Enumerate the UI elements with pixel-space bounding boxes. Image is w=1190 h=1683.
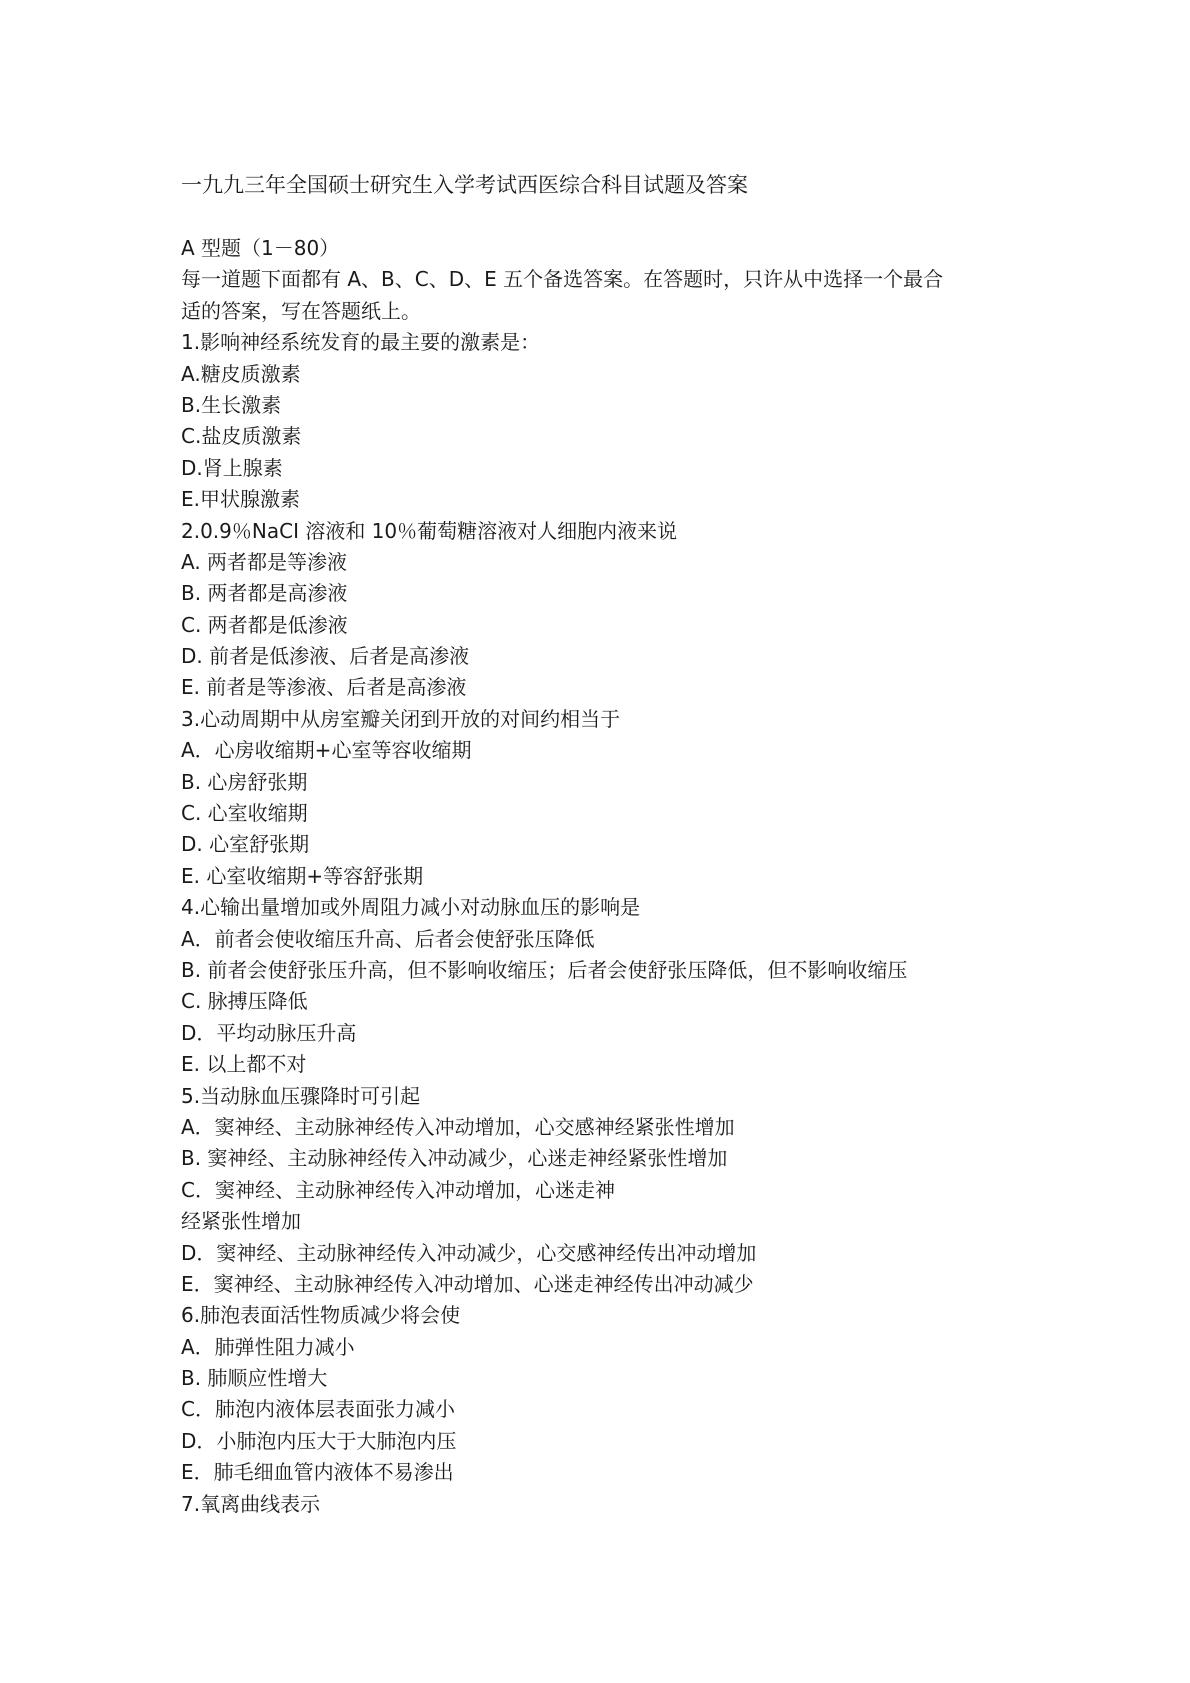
answer-option: B. 窦神经、主动脉神经传入冲动减少，心迷走神经紧张性增加 [181,1146,728,1171]
question-stem: 6.肺泡表面活性物质减少将会使 [181,1303,461,1328]
question-stem: 1.影响神经系统发育的最主要的激素是： [181,330,541,355]
answer-option: B. 两者都是高渗液 [181,581,348,606]
document-page [181,170,1021,1520]
answer-option: A．前者会使收缩压升高、后者会使舒张压降低 [181,926,595,951]
answer-option: A．窦神经、主动脉神经传入冲动增加，心交感神经紧张性增加 [181,1114,735,1139]
answer-option: E．窦神经、主动脉神经传入冲动增加、心迷走神经传出冲动减少 [181,1271,754,1296]
answer-option: C.盐皮质激素 [181,424,302,449]
question-stem: 3.心动周期中从房室瓣关闭到开放的对间约相当于 [181,706,621,731]
question-stem: 7.氧离曲线表示 [181,1491,321,1516]
answer-option: D．平均动脉压升高 [181,1020,357,1045]
answer-option: E. 心室收缩期+等容舒张期 [181,863,424,888]
answer-option: C．窦神经、主动脉神经传入冲动增加，心迷走神 [181,1177,615,1202]
document-title: 一九九三年全国硕士研究生入学考试西医综合科目试题及答案 [181,173,748,197]
answer-option: A.糖皮质激素 [181,361,301,386]
answer-option: B. 心房舒张期 [181,769,308,794]
answer-option: A．心房收缩期+心室等容收缩期 [181,738,472,763]
answer-option: D. 前者是低渗液、后者是高渗液 [181,644,470,669]
answer-option: C. 脉搏压降低 [181,989,308,1014]
question-stem: 2.0.9％NaCI 溶液和 10％葡萄糖溶液对人细胞内液来说 [181,518,678,543]
answer-option: C．肺泡内液体层表面张力减小 [181,1397,455,1422]
section-heading: A 型题（1－80） [181,236,340,260]
answer-option: E.甲状腺激素 [181,487,300,512]
answer-option: C. 心室收缩期 [181,801,308,826]
answer-option: E. 以上都不对 [181,1052,307,1077]
answer-option: B.生长激素 [181,392,282,417]
answer-option: D．窦神经、主动脉神经传入冲动减少，心交感神经传出冲动增加 [181,1240,757,1265]
answer-option: D.肾上腺素 [181,455,283,480]
question-stem: 4.心输出量增加或外周阻力减小对动脉血压的影响是 [181,895,641,920]
answer-option: D. 心室舒张期 [181,832,310,857]
answer-option: E. 前者是等渗液、后者是高渗液 [181,675,467,700]
answer-option: B. 前者会使舒张压升高，但不影响收缩压；后者会使舒张压降低，但不影响收缩压 [181,957,908,982]
question-stem: 5.当动脉血压骤降时可引起 [181,1083,421,1108]
answer-option: E．肺毛细血管内液体不易渗出 [181,1460,454,1485]
answer-option: A．肺弹性阻力减小 [181,1334,355,1359]
answer-option: B. 肺顺应性增大 [181,1366,328,1391]
answer-option: D．小肺泡内压大于大肺泡内压 [181,1428,457,1453]
answer-option-continued: 经紧张性增加 [181,1209,301,1234]
answer-option: A. 两者都是等渗液 [181,549,348,574]
instructions-line: 每一道题下面都有 A、B、C、D、E 五个备选答案。在答题时，只许从中选择一个最合 [181,267,944,292]
instructions-line: 适的答案，写在答题纸上。 [181,298,421,323]
answer-option: C. 两者都是低渗液 [181,612,348,637]
